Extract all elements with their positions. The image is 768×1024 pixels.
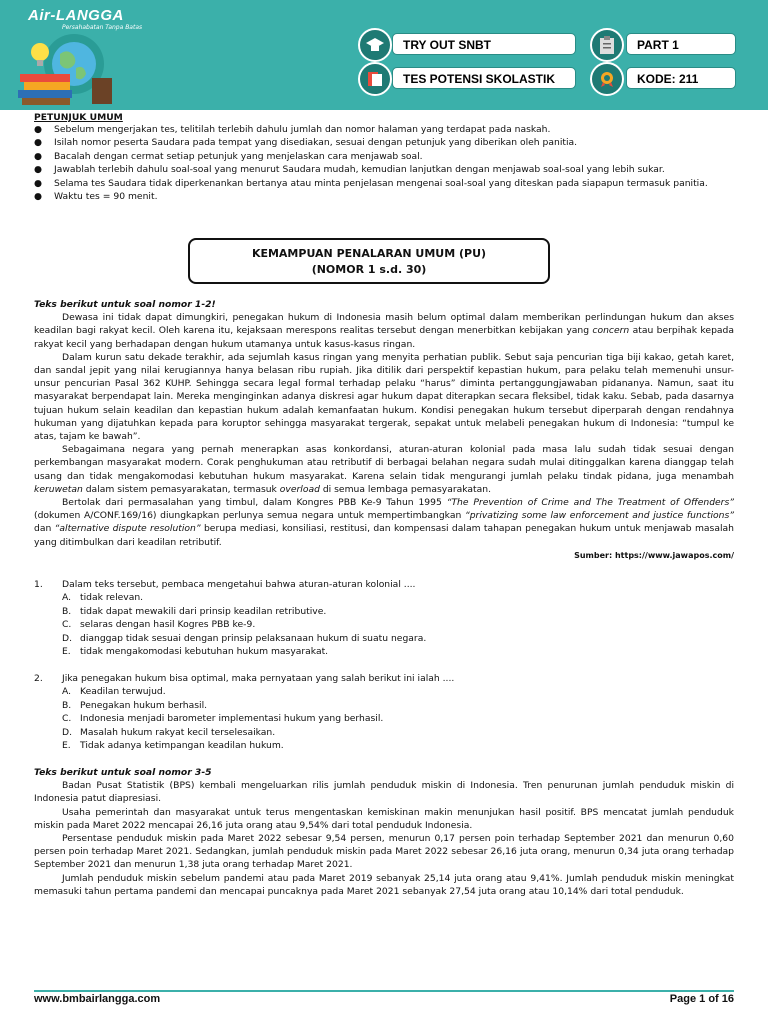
- tryout-label: TRY OUT SNBT: [392, 33, 576, 55]
- answer-option[interactable]: D. dianggap tidak sesuai dengan prinsip pelaksanaan hukum di suatu negara.: [62, 632, 427, 644]
- question-text: 2. Jika penegakan hukum bisa optimal, maka pernyataan yang salah berikut ini ialah ....: [34, 673, 455, 684]
- list-item: ● Bacalah dengan cermat setiap petunjuk yang menjelaskan cara menjawab soal.: [34, 150, 423, 162]
- question-text: 1. Dalam teks tersebut, pembaca mengetahui bahwa aturan-aturan kolonial ....: [34, 579, 416, 590]
- instructions-list: [34, 123, 734, 203]
- source-citation: Sumber: https://www.jawapos.com/: [574, 550, 734, 560]
- general-instructions: [34, 112, 734, 203]
- passage-1: [34, 298, 734, 560]
- part-label: PART 1: [626, 33, 736, 55]
- paragraph: Dewasa ini tidak dapat dimungkiri, penegakan hukum di Indonesia masih belum optimal dalam memberikan perlindungan hukum dan akses keadilan bagi rakyat kecil. Oleh karena itu, kejaksaan merespons realitas tersebut dengan menerbitkan kebijakan yang concern atau berpihak kepada rakyat kecil yang berhadapan dengan hukum utamanya untuk kasus-kasus ringan.: [34, 312, 734, 350]
- answer-option[interactable]: E. Tidak adanya ketimpangan keadilan hukum.: [62, 740, 284, 752]
- answer-option[interactable]: B. Penegakan hukum berhasil.: [62, 699, 208, 711]
- test-type-label: TES POTENSI SKOLASTIK: [392, 67, 576, 89]
- clipboard-icon: [590, 28, 624, 62]
- logo-text: Air-LANGGA: [28, 7, 124, 24]
- answer-option[interactable]: B. tidak dapat mewakili dari prinsip keadilan retributive.: [62, 605, 327, 617]
- section-title-box: [188, 238, 550, 284]
- code-label: KODE: 211: [626, 67, 736, 89]
- paragraph: Badan Pusat Statistik (BPS) kembali mengeluarkan rilis jumlah penduduk miskin di Indonesia. Tren penurunan jumlah penduduk miskin di Indonesia patut diapresiasi.: [34, 780, 734, 805]
- logo-illustration-icon: [14, 30, 118, 106]
- passage-2: [34, 766, 734, 898]
- answer-option[interactable]: A. Keadilan terwujud.: [62, 686, 166, 698]
- section-title: KEMAMPUAN PENALARAN UMUM (PU): [251, 247, 487, 260]
- answer-option[interactable]: C. Indonesia menjadi barometer implementasi hukum yang berhasil.: [62, 713, 384, 725]
- list-item: ● Selama tes Saudara tidak diperkenankan bertanya atau minta penjelasan mengenai soal-soal yang diteskan pada siapapun termasuk panitia.: [34, 177, 708, 189]
- book-icon: [358, 62, 392, 96]
- paragraph: Sebagaimana negara yang pernah menerapkan asas konkordansi, aturan-aturan kolonial pada masa lalu sudah tidak sesuai dengan perkembangan masyarakat modern. Corak penghukuman atau retributif di berbagai belahan negara sudah mulai ditinggalkan karena dianggap telah usang dan tidak mengakomodasi kebutuhan hukum masyarakat. Karena selain tidak mengurangi jumlah pelaku tindak pidana, juga menambah keruwetan dalam sistem pemasyarakatan, termasuk overload di semua lembaga pemasyarakatan.: [34, 444, 734, 495]
- paragraph: Jumlah penduduk miskin sebelum pandemi atau pada Maret 2019 sebanyak 25,14 juta orang atau 9,41%. Jumlah penduduk miskin meningkat memasuki tahun pertama pandemi dan mencapai puncaknya pada Maret 2021 sebanyak 27,54 juta orang atau 10,14% dari total penduduk.: [34, 872, 734, 897]
- footer-website: www.bmbairlangga.com: [34, 993, 161, 1005]
- footer-divider: [34, 990, 734, 992]
- page-header: [0, 0, 768, 110]
- question-1: [34, 578, 734, 658]
- graduation-cap-icon: [358, 28, 392, 62]
- list-item: ● Sebelum mengerjakan tes, telitilah terlebih dahulu jumlah dan nomor halaman yang terdapat pada naskah.: [34, 124, 551, 135]
- passage-heading: Teks berikut untuk soal nomor 3-5: [34, 767, 212, 778]
- logo-tagline: Persahabatan Tanpa Batas: [62, 24, 143, 31]
- paragraph: Usaha pemerintah dan masyarakat untuk terus mengentaskan kemiskinan makin menunjukan hasil positif. BPS mencatat jumlah penduduk miskin pada Maret 2022 mencapai 26,16 juta orang atau 9,54% dari total penduduk Indonesia.: [34, 806, 734, 831]
- paragraph: Dalam kurun satu dekade terakhir, ada sejumlah kasus ringan yang menyita perhatian publik. Sebut saja pencurian tiga biji kakao, getah karet, dan sandal jepit yang nilai kerugiannya hanya belasan ribu rupiah. Jika ditilik dari perspektif kepastian hukum, para pelaku telah memenuhi unsur-unsur pencurian Pasal 362 KUHP. Sehingga secara legal formal terhadap pelaku “harus” diminta pertanggungjawaban pidananya. Namun, saat itu masyarakat berpendapat lain. Mereka menginginkan adanya diskresi agar hukum dapat diterapkan secara fleksibel, tidak kaku. Sebab, pada dasarnya tujuan hukum selain keadilan dan kepastian hukum adalah kemanfaatan hukum. Kondisi penegakan hukum tersebut diperparah dengan rendahnya hukuman yang dijatuhkan kepada para koruptor sehingga masyarakat tergerak, sepakat untuk melabeli penegakan hukum di Indonesia: “tumpul ke atas, tajam ke bawah”.: [34, 351, 734, 443]
- answer-option[interactable]: D. Masalah hukum rakyat kecil terselesaikan.: [62, 726, 276, 738]
- paragraph: Persentase penduduk miskin pada Maret 2022 sebesar 9,54 persen, menurun 0,17 persen poin terhadap September 2021 dan menurun 0,60 persen poin terhadap Maret 2021. Sedangkan, jumlah penduduk miskin pada Maret 2022 sebesar 26,16 juta orang, menurun 0,34 juta orang terhadap September 2021 dan menurun 1,38 juta orang terhadap Maret 2021.: [34, 833, 734, 871]
- page-number: Page 1 of 16: [669, 993, 734, 1005]
- badge-icon: [590, 62, 624, 96]
- source-link[interactable]: https://www.jawapos.com/: [614, 550, 734, 560]
- answer-option[interactable]: C. selaras dengan hasil Kogres PBB ke-9.: [62, 619, 256, 631]
- answer-option[interactable]: A. tidak relevan.: [62, 592, 144, 604]
- list-item: ● Isilah nomor peserta Saudara pada tempat yang disediakan, sesuai dengan petunjuk yang diberikan oleh panitia.: [34, 137, 578, 149]
- section-range: (NOMOR 1 s.d. 30): [311, 262, 427, 276]
- passage-heading: Teks berikut untuk soal nomor 1-2!: [34, 299, 216, 310]
- paragraph: Bertolak dari permasalahan yang timbul, dalam Kongres PBB Ke-9 Tahun 1995 “The Prevention of Crime and The Treatment of Offenders” (dokumen A/CONF.169/16) diungkapkan perlunya semua negara untuk mempertimbangkan “privatizing some law enforcement and justice functions” dan “alternative dispute resolution” berupa mediasi, konsiliasi, restitusi, dan kompensasi dalam tahapan penegakan hukum untuk menjawab masalah yang ditimbulkan dari keadilan retributif.: [34, 497, 734, 548]
- list-item: ● Jawablah terlebih dahulu soal-soal yang menurut Saudara mudah, kemudian lanjutkan dengan menjawab soal-soal yang lebih sukar.: [34, 164, 665, 176]
- list-item: ● Waktu tes = 90 menit.: [34, 191, 158, 203]
- instructions-title: PETUNJUK UMUM: [34, 112, 123, 123]
- answer-option[interactable]: E. tidak mengakomodasi kebutuhan hukum masyarakat.: [62, 646, 329, 658]
- question-2: [34, 672, 734, 752]
